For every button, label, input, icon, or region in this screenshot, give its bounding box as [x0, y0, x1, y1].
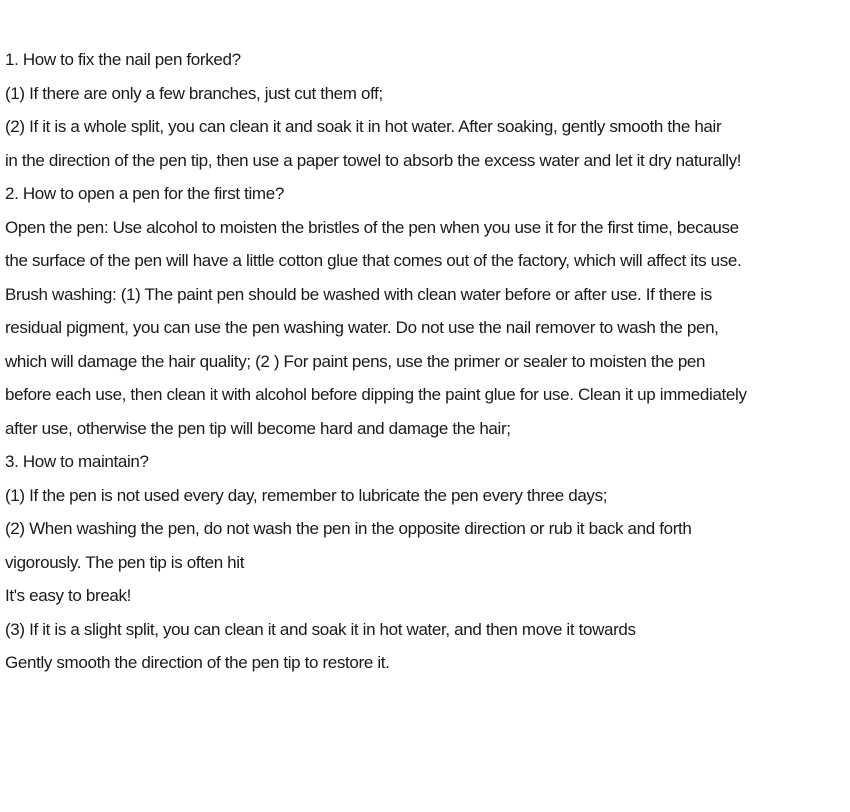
instruction-text-block — [5, 47, 850, 684]
text-line: after use, otherwise the pen tip will become hard and damage the hair; — [5, 418, 511, 438]
text-line: (1) If there are only a few branches, just cut them off; — [5, 83, 383, 103]
heading-fix-forked-pen: 1. How to fix the nail pen forked? — [5, 50, 241, 69]
text-line: (2) If it is a whole split, you can clean it and soak it in hot water. After soaking, gently smooth the hair — [5, 117, 722, 136]
text-line: before each use, then clean it with alcohol before dipping the paint glue for use. Clean it up immediately — [5, 385, 747, 404]
text-line: It's easy to break! — [5, 586, 132, 605]
text-line: Brush washing: (1) The paint pen should be washed with clean water before or after use. If there is — [5, 284, 712, 304]
heading-open-pen: 2. How to open a pen for the first time? — [5, 184, 284, 203]
text-line: in the direction of the pen tip, then use a paper towel to absorb the excess water and let it dry naturally! — [5, 150, 742, 170]
text-line: (2) When washing the pen, do not wash the pen in the opposite direction or rub it back and forth — [5, 519, 692, 538]
text-line: Gently smooth the direction of the pen tip to restore it. — [5, 653, 390, 672]
text-line: Open the pen: Use alcohol to moisten the bristles of the pen when you use it for the first time, because — [5, 217, 739, 237]
text-line: (1) If the pen is not used every day, remember to lubricate the pen every three days; — [5, 485, 608, 505]
text-line: vigorously. The pen tip is often hit — [5, 552, 245, 572]
text-line: the surface of the pen will have a little cotton glue that comes out of the factory, which will affect its use. — [5, 251, 742, 270]
heading-maintain: 3. How to maintain? — [5, 452, 149, 471]
text-line: (3) If it is a slight split, you can clean it and soak it in hot water, and then move it towards — [5, 619, 636, 639]
text-line: residual pigment, you can use the pen washing water. Do not use the nail remover to wash the pen, — [5, 318, 719, 337]
text-line: which will damage the hair quality; (2 ) For paint pens, use the primer or sealer to moisten the pen — [5, 351, 706, 371]
